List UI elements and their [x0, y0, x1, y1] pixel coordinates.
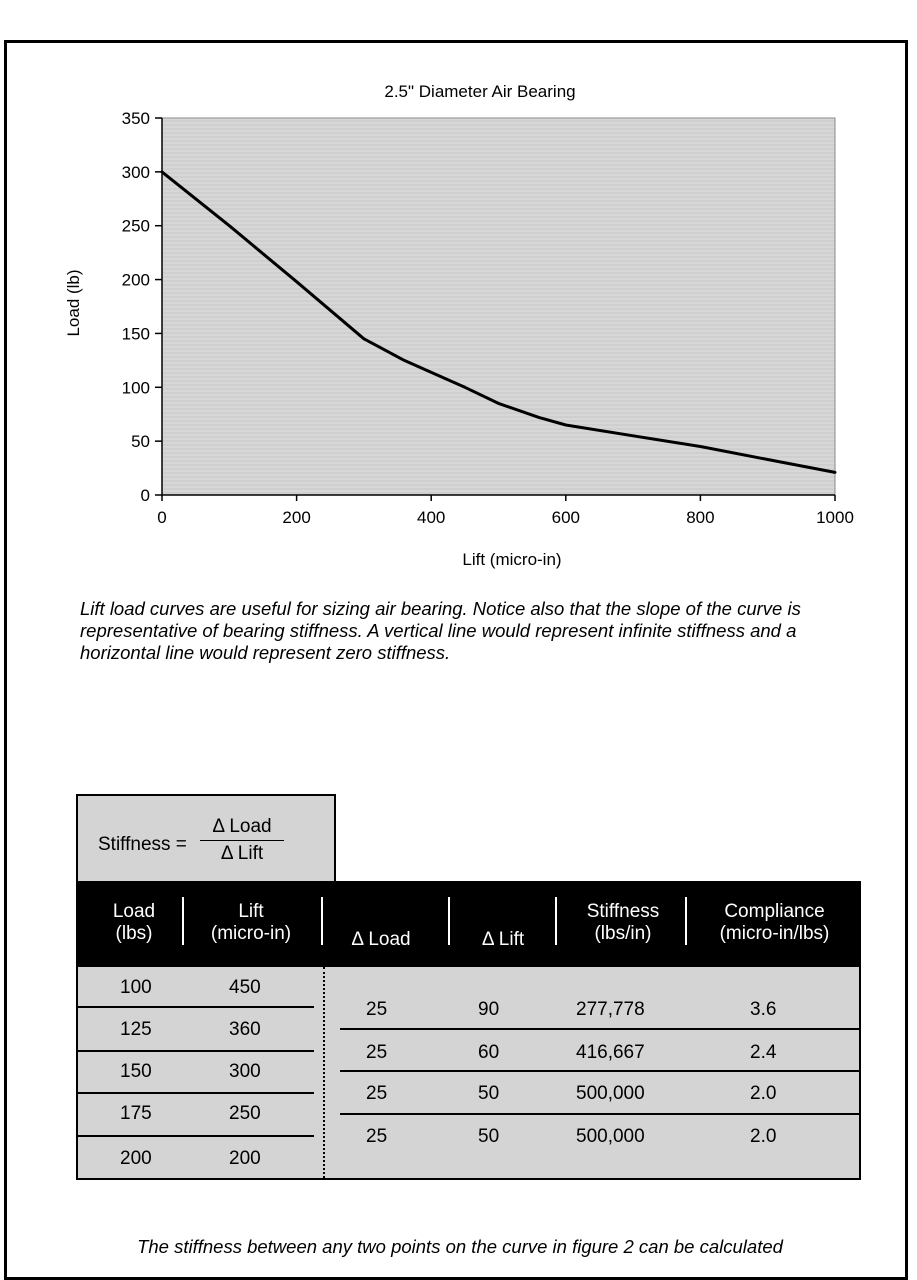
- table-cell-load: 100: [120, 977, 152, 998]
- y-tick-label: 300: [121, 162, 150, 182]
- table-cell-delta-lift: 60: [478, 1042, 500, 1063]
- row-divider: [340, 1070, 861, 1072]
- plot-area: [162, 118, 835, 495]
- y-ticks: [122, 109, 162, 505]
- x-tick-label: 0: [157, 508, 167, 527]
- y-tick-label: 250: [121, 216, 150, 236]
- table-cell-delta-lift: 50: [478, 1083, 500, 1104]
- chart-caption: Lift load curves are useful for sizing air bearing. Notice also that the slope of the curve is representative of bearing stiffness. A vertical line would represent infinite stiffness and a horizontal line would represent zero stiffness.: [80, 598, 801, 663]
- stiffness-formula: [76, 794, 336, 882]
- table-cell-lift: 300: [229, 1061, 261, 1082]
- table-cell-lift: 250: [229, 1103, 261, 1124]
- header-divider: [321, 897, 323, 945]
- table-cell-lift: 200: [229, 1148, 261, 1169]
- row-divider: [78, 1092, 314, 1094]
- header-divider: [448, 897, 450, 945]
- y-tick-label: 0: [140, 486, 150, 505]
- formula-numerator: Δ Load: [200, 816, 284, 841]
- x-tick-label: 1000: [816, 508, 854, 527]
- x-tick-label: 800: [686, 508, 715, 527]
- table-cell-load: 150: [120, 1061, 152, 1082]
- table-header: [78, 883, 859, 967]
- header-compliance: [692, 901, 857, 945]
- header-divider: [555, 897, 557, 945]
- row-divider: [78, 1135, 314, 1137]
- stiffness-table: [76, 881, 861, 1180]
- header-lift-unit: (micro-in): [210, 923, 292, 944]
- table-cell-stiffness: 500,000: [576, 1083, 645, 1104]
- y-tick-label: 200: [121, 270, 150, 290]
- lift-load-chart: [0, 0, 917, 590]
- chart-title: 2.5" Diameter Air Bearing: [384, 82, 576, 101]
- table-cell-compliance: 2.4: [750, 1042, 777, 1063]
- table-cell-delta-load: 25: [366, 1126, 388, 1147]
- table-cell-stiffness: 277,778: [576, 999, 645, 1020]
- header-lift: [188, 901, 314, 945]
- table-cell-delta-lift: 90: [478, 999, 500, 1020]
- table-cell-lift: 360: [229, 1019, 261, 1040]
- header-stiffness-title: Stiffness: [586, 901, 660, 922]
- row-divider: [78, 1006, 314, 1008]
- x-ticks: [157, 495, 854, 527]
- x-tick-label: 200: [282, 508, 311, 527]
- row-divider: [340, 1113, 861, 1115]
- header-divider: [182, 897, 184, 945]
- table-cell-stiffness: 416,667: [576, 1042, 645, 1063]
- table-cell-compliance: 2.0: [750, 1126, 777, 1147]
- footer-note: The stiffness between any two points on the curve in figure 2 can be calculated: [137, 1236, 783, 1257]
- header-stiffness-unit: (lbs/in): [594, 923, 652, 944]
- y-tick-label: 350: [121, 109, 150, 128]
- x-tick-label: 400: [417, 508, 446, 527]
- y-axis-label: Load (lb): [64, 269, 83, 337]
- table-cell-delta-lift: 50: [478, 1126, 500, 1147]
- formula-denominator: Δ Lift: [220, 843, 264, 864]
- table-cell-stiffness: 500,000: [576, 1126, 645, 1147]
- y-tick-label: 100: [121, 378, 150, 398]
- header-delta-lift: Δ Lift: [481, 929, 525, 950]
- header-delta-load: Δ Load: [351, 929, 411, 950]
- header-load: [86, 901, 182, 945]
- column-divider: [323, 967, 325, 1180]
- row-divider: [340, 1028, 861, 1030]
- x-tick-label: 600: [551, 508, 580, 527]
- header-lift-title: Lift: [238, 901, 264, 922]
- x-axis-label: Lift (micro-in): [462, 550, 562, 569]
- table-cell-compliance: 3.6: [750, 999, 777, 1020]
- header-compliance-unit: (micro-in/lbs): [719, 923, 830, 944]
- header-stiffness: [568, 901, 678, 945]
- table-cell-load: 200: [120, 1148, 152, 1169]
- table-cell-delta-load: 25: [366, 1083, 388, 1104]
- table-cell-delta-load: 25: [366, 999, 388, 1020]
- table-cell-delta-load: 25: [366, 1042, 388, 1063]
- row-divider: [78, 1050, 314, 1052]
- table-cell-lift: 450: [229, 977, 261, 998]
- y-tick-label: 50: [131, 432, 150, 452]
- formula-fraction: [200, 816, 284, 865]
- header-compliance-title: Compliance: [724, 901, 825, 922]
- header-divider: [685, 897, 687, 945]
- table-cell-load: 125: [120, 1019, 152, 1040]
- header-load-unit: (lbs): [115, 923, 153, 944]
- y-tick-label: 150: [121, 324, 150, 344]
- table-cell-load: 175: [120, 1103, 152, 1124]
- formula-label: Stiffness =: [98, 834, 187, 855]
- header-load-title: Load: [112, 901, 156, 922]
- table-cell-compliance: 2.0: [750, 1083, 777, 1104]
